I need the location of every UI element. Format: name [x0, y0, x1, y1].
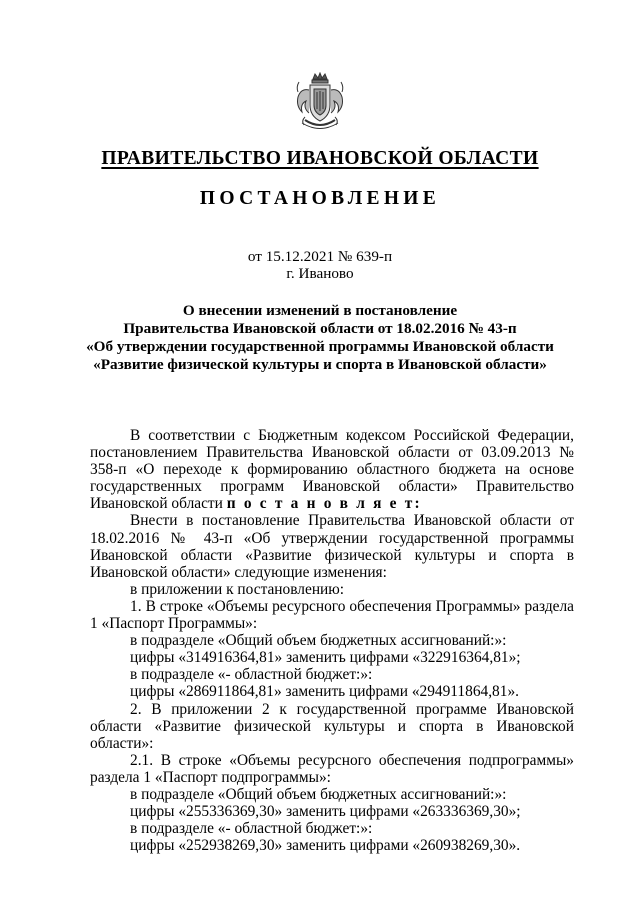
paragraph: 1. В строке «Объемы ресурсного обеспечения Программы» раздела 1 «Паспорт Программы»: — [90, 597, 574, 633]
organization-title: ПРАВИТЕЛЬСТВО ИВАНОВСКОЙ ОБЛАСТИ — [101, 148, 539, 169]
subject-line: О внесении изменений в постановление — [182, 302, 458, 319]
document-type: ПОСТАНОВЛЕНИЕ — [199, 188, 441, 209]
subject-line: «Об утверждении государственной программы Ивановской области — [86, 338, 554, 355]
coat-of-arms-icon — [293, 72, 347, 134]
paragraph: в подразделе «- областной бюджет:»: — [130, 820, 373, 838]
paragraph: в подразделе «Общий объем бюджетных ассигнований:»: — [130, 785, 507, 803]
subject-line: Правительства Ивановской области от 18.02.2016 № 43-п — [123, 320, 517, 337]
paragraph-text: В соответствии с Бюджетным кодексом Российской Федерации, постановлением Правительства Ивановской области от 03.09.2013 № 358-п «О переходе к формированию областного бюджета на основе государственных программ Ивановской области» Правительство Ивановской области — [90, 427, 574, 513]
paragraph: 2.1. В строке «Объемы ресурсного обеспечения подпрограммы» раздела 1 «Паспорт подпрограммы»: — [90, 751, 574, 786]
document-subject — [0, 302, 640, 374]
decree-word: п о с т а н о в л я е т: — [226, 495, 422, 513]
paragraph: в подразделе «Общий объем бюджетных ассигнований:»: — [130, 632, 507, 650]
paragraph: цифры «314916364,81» заменить цифрами «322916364,81»; — [130, 649, 521, 667]
paragraph: 2. В приложении 2 к государственной программе Ивановской области «Развитие физической культуры и спорта в Ивановской области»: — [90, 700, 574, 752]
paragraph: цифры «252938269,30» заменить цифрами «260938269,30». — [130, 837, 521, 855]
paragraph: Внести в постановление Правительства Ивановской области от 18.02.2016 № 43-п «Об утверждении государственной программы Ивановской области «Развитие физической культуры и спорта в Ивановской области» следующие изменения: — [90, 512, 574, 581]
paragraph: в подразделе «- областной бюджет:»: — [130, 666, 373, 684]
document-meta — [0, 248, 640, 282]
paragraph: цифры «255336369,30» заменить цифрами «263336369,30»; — [130, 803, 521, 821]
paragraph: в приложении к постановлению: — [130, 580, 345, 598]
city: г. Иваново — [286, 265, 354, 282]
paragraph — [90, 427, 574, 512]
document-body — [90, 427, 574, 854]
paragraph: цифры «286911864,81» заменить цифрами «294911864,81». — [130, 683, 519, 701]
date-number: от 15.12.2021 № 639-п — [247, 248, 393, 265]
subject-line: «Развитие физической культуры и спорта в Ивановской области» — [93, 356, 547, 373]
